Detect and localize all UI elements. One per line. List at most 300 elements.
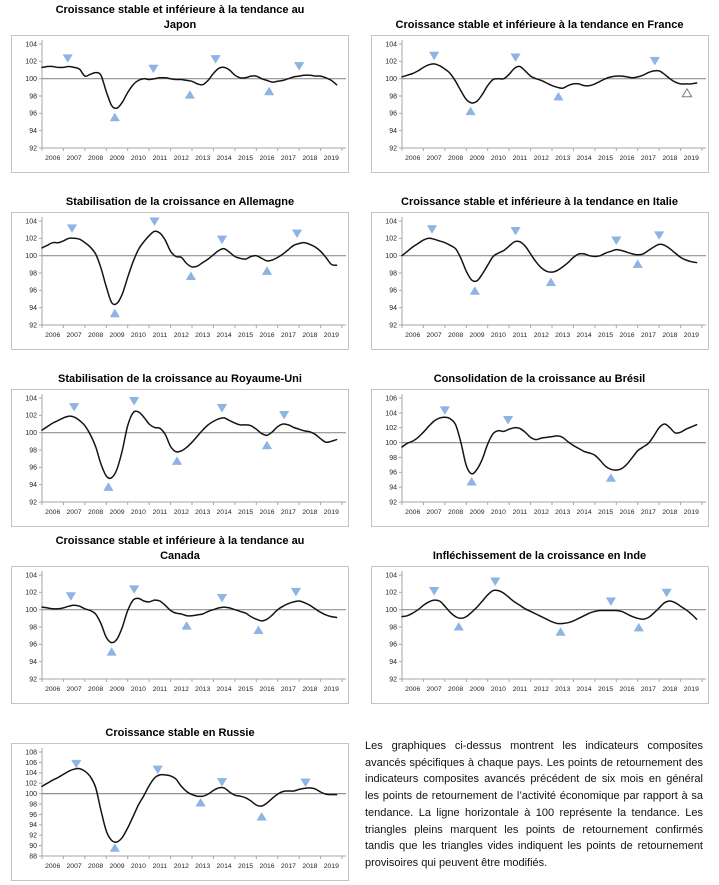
x-tick-label: 2012 <box>173 686 189 693</box>
chart-canvas-france <box>372 36 708 172</box>
turning-point-peak-marker <box>611 237 620 245</box>
x-tick-label: 2017 <box>280 686 296 693</box>
y-tick-label: 94 <box>388 305 397 313</box>
x-tick-label: 2017 <box>280 155 296 162</box>
x-tick-label: 2009 <box>109 686 125 693</box>
y-tick-label: 92 <box>29 145 37 153</box>
chart-panel-italie <box>371 212 709 350</box>
y-tick-label: 100 <box>25 607 37 615</box>
y-tick-label: 96 <box>29 641 37 649</box>
x-tick-label: 2006 <box>404 509 420 516</box>
x-tick-label: 2009 <box>468 155 485 162</box>
chart-title-inde: Infléchissement de la croissance en Inde <box>432 549 647 562</box>
y-tick-label: 88 <box>29 853 37 861</box>
x-tick-label: 2014 <box>216 863 232 870</box>
y-tick-label: 92 <box>388 676 397 684</box>
turning-point-trough-marker <box>257 813 266 821</box>
y-tick-label: 98 <box>29 93 37 101</box>
x-tick-label: 2015 <box>597 509 613 516</box>
turning-point-trough-marker <box>182 622 191 630</box>
cli-series-line <box>402 590 697 624</box>
y-tick-label: 98 <box>29 624 37 632</box>
footnote-cell <box>360 708 719 885</box>
y-tick-label: 104 <box>25 218 37 226</box>
chart-title-bresil: Consolidation de la croissance au Brésil <box>433 372 646 385</box>
turning-point-trough-marker <box>185 91 194 99</box>
x-tick-label: 2015 <box>238 863 254 870</box>
x-tick-label: 2008 <box>447 332 463 339</box>
chart-cell-russie <box>0 708 360 885</box>
x-tick-label: 2006 <box>45 686 61 693</box>
y-tick-label: 104 <box>25 41 37 49</box>
chart-cell-royaume-uni <box>0 354 360 531</box>
x-tick-label: 2010 <box>130 155 146 162</box>
turning-point-trough-marker <box>555 628 564 636</box>
chart-title-japon: Croissance stable et inférieure à la tendance au Japon <box>55 4 305 31</box>
y-tick-label: 94 <box>29 305 37 313</box>
x-tick-label: 2017 <box>280 332 296 339</box>
x-tick-label: 2017 <box>640 332 656 339</box>
x-tick-label: 2011 <box>152 155 168 162</box>
turning-point-trough-marker <box>262 267 271 275</box>
turning-point-peak-marker <box>490 578 499 586</box>
x-tick-label: 2011 <box>152 686 168 693</box>
turning-point-peak-marker <box>217 404 226 412</box>
x-tick-label: 2019 <box>683 155 699 162</box>
cli-series-line <box>42 411 337 478</box>
chart-canvas-inde <box>372 567 708 703</box>
x-tick-label: 2017 <box>640 686 656 693</box>
y-tick-label: 96 <box>29 110 37 118</box>
turning-point-trough-marker <box>454 623 463 631</box>
chart-cell-bresil <box>360 354 719 531</box>
x-tick-label: 2013 <box>554 155 570 162</box>
turning-point-peak-marker <box>294 62 303 70</box>
turning-point-peak-marker <box>606 598 615 606</box>
x-tick-label: 2007 <box>426 155 442 162</box>
turning-point-peak-marker <box>129 397 138 405</box>
x-tick-label: 2013 <box>554 686 570 693</box>
chart-title-royaume-uni: Stabilisation de la croissance au Royaume-Uni <box>58 372 302 385</box>
x-tick-label: 2014 <box>216 332 232 339</box>
y-tick-label: 100 <box>384 253 397 261</box>
turning-point-peak-marker <box>429 52 438 60</box>
x-tick-label: 2011 <box>152 863 168 870</box>
chart-panel-japon <box>11 35 349 173</box>
chart-title-france: Croissance stable et inférieure à la tendance en France <box>395 18 684 31</box>
turning-point-trough-marker <box>172 457 181 465</box>
x-tick-label: 2014 <box>576 332 592 339</box>
x-tick-label: 2009 <box>468 332 485 339</box>
y-tick-label: 94 <box>388 484 397 492</box>
chart-panel-canada <box>11 566 349 704</box>
x-tick-label: 2007 <box>66 863 82 870</box>
x-tick-label: 2006 <box>45 332 61 339</box>
x-tick-label: 2006 <box>45 155 61 162</box>
y-tick-label: 102 <box>25 589 37 597</box>
y-tick-label: 100 <box>25 791 37 798</box>
y-tick-label: 92 <box>29 499 37 507</box>
x-tick-label: 2014 <box>576 686 592 693</box>
y-tick-label: 100 <box>384 607 397 615</box>
cli-series-line <box>402 64 697 103</box>
x-tick-label: 2016 <box>259 155 275 162</box>
chart-cell-canada <box>0 531 360 708</box>
x-tick-label: 2015 <box>597 686 613 693</box>
chart-panel-royaume-uni <box>11 389 349 527</box>
turning-point-trough-marker <box>262 441 271 449</box>
cli-series-line <box>42 598 337 642</box>
y-tick-label: 102 <box>25 235 37 243</box>
turning-point-peak-marker <box>440 407 449 415</box>
y-tick-label: 92 <box>29 322 37 330</box>
turning-point-peak-marker <box>510 54 519 62</box>
x-tick-label: 2015 <box>238 155 254 162</box>
x-tick-label: 2007 <box>66 332 82 339</box>
turning-point-trough-marker <box>465 107 474 115</box>
turning-point-trough-marker <box>553 92 562 100</box>
x-tick-label: 2007 <box>66 509 82 516</box>
chart-canvas-russie <box>12 744 348 880</box>
y-tick-label: 102 <box>25 780 37 788</box>
y-tick-label: 98 <box>29 801 37 809</box>
y-tick-label: 98 <box>388 624 397 632</box>
y-tick-label: 94 <box>29 659 37 667</box>
x-tick-label: 2016 <box>618 509 635 516</box>
chart-canvas-italie <box>372 213 708 349</box>
x-tick-label: 2019 <box>323 332 339 339</box>
x-tick-label: 2006 <box>45 509 61 516</box>
x-tick-label: 2012 <box>533 686 549 693</box>
x-tick-label: 2007 <box>66 155 82 162</box>
y-tick-label: 106 <box>384 395 397 403</box>
chart-panel-bresil <box>371 389 709 527</box>
turning-point-peak-marker <box>291 588 300 596</box>
x-tick-label: 2011 <box>512 509 527 516</box>
x-tick-label: 2014 <box>216 686 232 693</box>
y-tick-label: 94 <box>29 822 37 830</box>
x-tick-label: 2014 <box>576 155 592 162</box>
turning-point-trough-marker <box>633 260 642 268</box>
x-tick-label: 2012 <box>533 332 549 339</box>
x-tick-label: 2015 <box>597 155 613 162</box>
x-tick-label: 2006 <box>45 863 61 870</box>
x-tick-label: 2008 <box>447 686 463 693</box>
x-tick-label: 2009 <box>468 686 485 693</box>
x-tick-label: 2015 <box>238 332 254 339</box>
x-tick-label: 2010 <box>130 332 146 339</box>
x-tick-label: 2012 <box>173 155 189 162</box>
y-tick-label: 100 <box>384 76 397 84</box>
y-tick-label: 96 <box>388 287 397 295</box>
x-tick-label: 2016 <box>259 863 275 870</box>
footnote-text: Les graphiques ci-dessus montrent les indicateurs composites avancés spécifiques à chaque pays. Les points de retournement des indicateurs composites avancés précédent de six mois en général les points de retournement de l’activité économique par rapport à sa tendance. La ligne horizontale à 100 représente la tendance. Les triangles pleins marquent les points de retournement confirmés tandis que les triangles vides indiquent les points de retournement provisoires qui peuvent être modifiés. <box>365 740 703 870</box>
turning-point-peak-marker <box>510 227 519 235</box>
turning-point-peak-marker <box>301 779 310 787</box>
x-tick-label: 2008 <box>88 155 104 162</box>
chart-canvas-canada <box>12 567 348 703</box>
x-tick-label: 2010 <box>490 686 506 693</box>
y-tick-label: 102 <box>384 58 397 66</box>
turning-point-trough-marker <box>104 483 113 491</box>
x-tick-label: 2010 <box>490 155 506 162</box>
chart-cell-inde <box>360 531 719 708</box>
x-tick-label: 2016 <box>618 155 635 162</box>
x-tick-label: 2017 <box>640 509 656 516</box>
x-tick-label: 2018 <box>661 509 677 516</box>
y-tick-label: 100 <box>25 430 37 438</box>
turning-point-trough-marker <box>634 623 643 631</box>
x-tick-label: 2017 <box>280 509 296 516</box>
cli-series-line <box>42 66 337 108</box>
x-tick-label: 2016 <box>259 509 275 516</box>
x-tick-label: 2007 <box>426 332 442 339</box>
chart-title-allemagne: Stabilisation de la croissance en Allemagne <box>65 195 295 208</box>
x-tick-label: 2018 <box>302 863 318 870</box>
turning-point-peak-marker <box>661 589 670 597</box>
turning-point-peak-marker <box>292 230 301 238</box>
turning-point-peak-marker <box>427 226 436 234</box>
y-tick-label: 96 <box>388 110 397 118</box>
turning-point-peak-marker <box>66 593 75 601</box>
x-tick-label: 2012 <box>173 332 189 339</box>
x-tick-label: 2011 <box>152 509 168 516</box>
chart-panel-russie <box>11 743 349 881</box>
x-tick-label: 2009 <box>468 509 485 516</box>
x-tick-label: 2013 <box>195 509 211 516</box>
x-tick-label: 2008 <box>88 686 104 693</box>
x-tick-label: 2013 <box>554 509 570 516</box>
chart-canvas-royaume-uni <box>12 390 348 526</box>
turning-point-peak-marker <box>650 57 659 65</box>
x-tick-label: 2019 <box>323 863 339 870</box>
y-tick-label: 104 <box>25 395 37 403</box>
x-tick-label: 2018 <box>661 686 677 693</box>
x-tick-label: 2016 <box>259 332 275 339</box>
x-tick-label: 2008 <box>88 332 104 339</box>
x-tick-label: 2014 <box>216 155 232 162</box>
y-tick-label: 96 <box>388 641 397 649</box>
chart-title-italie: Croissance stable et inférieure à la tendance en Italie <box>401 195 678 208</box>
y-tick-label: 96 <box>388 469 397 477</box>
turning-point-peak-marker <box>149 65 158 73</box>
chart-cell-france <box>360 0 719 177</box>
x-tick-label: 2010 <box>490 332 506 339</box>
turning-point-trough-marker <box>186 272 195 280</box>
x-tick-label: 2012 <box>533 509 549 516</box>
x-tick-label: 2007 <box>426 686 442 693</box>
x-tick-label: 2006 <box>404 155 420 162</box>
chart-canvas-bresil <box>372 390 708 526</box>
x-tick-label: 2009 <box>109 155 125 162</box>
y-tick-label: 102 <box>25 412 37 420</box>
x-tick-label: 2013 <box>554 332 570 339</box>
x-tick-label: 2006 <box>404 686 420 693</box>
x-tick-label: 2008 <box>447 155 463 162</box>
x-tick-label: 2016 <box>618 686 635 693</box>
x-tick-label: 2009 <box>109 863 125 870</box>
x-tick-label: 2013 <box>195 155 211 162</box>
y-tick-label: 104 <box>25 770 37 778</box>
turning-point-peak-marker <box>211 55 220 63</box>
turning-point-trough-marker <box>606 474 615 482</box>
turning-point-peak-marker <box>67 225 76 233</box>
turning-point-trough-marker <box>254 626 263 634</box>
y-tick-label: 96 <box>29 287 37 295</box>
x-tick-label: 2019 <box>323 509 339 516</box>
y-tick-label: 104 <box>384 572 397 580</box>
x-tick-label: 2007 <box>426 509 442 516</box>
y-tick-label: 98 <box>388 93 397 101</box>
x-tick-label: 2018 <box>661 332 677 339</box>
y-tick-label: 102 <box>384 425 397 433</box>
x-tick-label: 2011 <box>512 686 527 693</box>
x-tick-label: 2010 <box>130 863 146 870</box>
y-tick-label: 96 <box>29 464 37 472</box>
cli-series-line <box>42 231 337 304</box>
x-tick-label: 2019 <box>683 509 699 516</box>
x-tick-label: 2019 <box>683 332 699 339</box>
y-tick-label: 106 <box>25 759 37 767</box>
x-tick-label: 2013 <box>195 686 211 693</box>
x-tick-label: 2011 <box>512 155 527 162</box>
x-tick-label: 2012 <box>533 155 549 162</box>
y-tick-label: 92 <box>29 676 37 684</box>
turning-point-trough-marker <box>110 844 119 852</box>
y-tick-label: 98 <box>388 270 397 278</box>
y-tick-label: 100 <box>25 253 37 261</box>
turning-point-peak-marker <box>72 760 81 768</box>
chart-panel-inde <box>371 566 709 704</box>
x-tick-label: 2017 <box>640 155 656 162</box>
y-tick-label: 90 <box>29 843 37 850</box>
y-tick-label: 102 <box>384 235 397 243</box>
y-tick-label: 104 <box>25 572 37 580</box>
turning-point-trough-marker <box>546 278 555 286</box>
x-tick-label: 2010 <box>130 509 146 516</box>
x-tick-label: 2018 <box>302 686 318 693</box>
cli-series-line <box>42 768 337 842</box>
x-tick-label: 2010 <box>490 509 506 516</box>
provisional-turning-point-marker <box>682 89 691 97</box>
x-tick-label: 2013 <box>195 332 211 339</box>
y-tick-label: 102 <box>25 58 37 66</box>
y-tick-label: 96 <box>29 811 37 819</box>
turning-point-peak-marker <box>217 778 226 786</box>
y-tick-label: 94 <box>388 659 397 667</box>
y-tick-label: 100 <box>25 76 37 84</box>
turning-point-trough-marker <box>470 287 479 295</box>
y-tick-label: 98 <box>388 454 397 462</box>
turning-point-trough-marker <box>110 113 119 121</box>
turning-point-peak-marker <box>217 594 226 602</box>
turning-point-trough-marker <box>196 798 205 806</box>
x-tick-label: 2010 <box>130 686 146 693</box>
x-tick-label: 2014 <box>576 509 592 516</box>
x-tick-label: 2015 <box>597 332 613 339</box>
x-tick-label: 2007 <box>66 686 82 693</box>
cli-series-line <box>402 417 697 474</box>
turning-point-trough-marker <box>107 648 116 656</box>
x-tick-label: 2019 <box>683 686 699 693</box>
x-tick-label: 2013 <box>195 863 211 870</box>
x-tick-label: 2009 <box>109 332 125 339</box>
turning-point-peak-marker <box>150 218 159 226</box>
chart-cell-japon <box>0 0 360 177</box>
x-tick-label: 2015 <box>238 686 254 693</box>
turning-point-peak-marker <box>129 586 138 594</box>
x-tick-label: 2016 <box>259 686 275 693</box>
chart-panel-allemagne <box>11 212 349 350</box>
y-tick-label: 94 <box>388 128 397 136</box>
x-tick-label: 2019 <box>323 686 339 693</box>
turning-point-peak-marker <box>153 766 162 774</box>
x-tick-label: 2011 <box>512 332 527 339</box>
y-tick-label: 94 <box>29 482 37 490</box>
chart-canvas-japon <box>12 36 348 172</box>
x-tick-label: 2018 <box>661 155 677 162</box>
chart-canvas-allemagne <box>12 213 348 349</box>
y-tick-label: 92 <box>388 145 397 153</box>
chart-panel-france <box>371 35 709 173</box>
x-tick-label: 2008 <box>447 509 463 516</box>
y-tick-label: 92 <box>388 322 397 330</box>
x-tick-label: 2019 <box>323 155 339 162</box>
x-tick-label: 2008 <box>88 509 104 516</box>
y-tick-label: 104 <box>384 41 397 49</box>
y-tick-label: 104 <box>384 410 397 418</box>
turning-point-peak-marker <box>503 416 512 424</box>
y-tick-label: 98 <box>29 447 37 455</box>
y-tick-label: 104 <box>384 218 397 226</box>
y-tick-label: 92 <box>388 499 397 507</box>
x-tick-label: 2015 <box>238 509 254 516</box>
turning-point-peak-marker <box>279 411 288 419</box>
x-tick-label: 2018 <box>302 332 318 339</box>
chart-title-canada: Croissance stable et inférieure à la tendance au Canada <box>55 535 305 562</box>
chart-cell-allemagne <box>0 177 360 354</box>
turning-point-trough-marker <box>110 309 119 317</box>
x-tick-label: 2014 <box>216 509 232 516</box>
y-tick-label: 100 <box>384 440 397 447</box>
y-tick-label: 98 <box>29 270 37 278</box>
x-tick-label: 2018 <box>302 155 318 162</box>
turning-point-trough-marker <box>264 87 273 95</box>
x-tick-label: 2012 <box>173 863 189 870</box>
y-tick-label: 102 <box>384 589 397 597</box>
turning-point-peak-marker <box>217 236 226 244</box>
turning-point-peak-marker <box>63 55 72 63</box>
chart-title-russie: Croissance stable en Russie <box>105 726 255 739</box>
x-tick-label: 2008 <box>88 863 104 870</box>
x-tick-label: 2016 <box>618 332 635 339</box>
x-tick-label: 2009 <box>109 509 125 516</box>
x-tick-label: 2006 <box>404 332 420 339</box>
turning-point-trough-marker <box>466 477 475 485</box>
y-tick-label: 92 <box>29 832 37 840</box>
turning-point-peak-marker <box>69 403 78 411</box>
cli-series-line <box>402 238 697 281</box>
turning-point-peak-marker <box>654 232 663 240</box>
chart-cell-italie <box>360 177 719 354</box>
turning-point-peak-marker <box>429 587 438 595</box>
x-tick-label: 2012 <box>173 509 189 516</box>
y-tick-label: 94 <box>29 128 37 136</box>
x-tick-label: 2017 <box>280 863 296 870</box>
y-tick-label: 108 <box>25 749 37 757</box>
x-tick-label: 2011 <box>152 332 168 339</box>
x-tick-label: 2018 <box>302 509 318 516</box>
